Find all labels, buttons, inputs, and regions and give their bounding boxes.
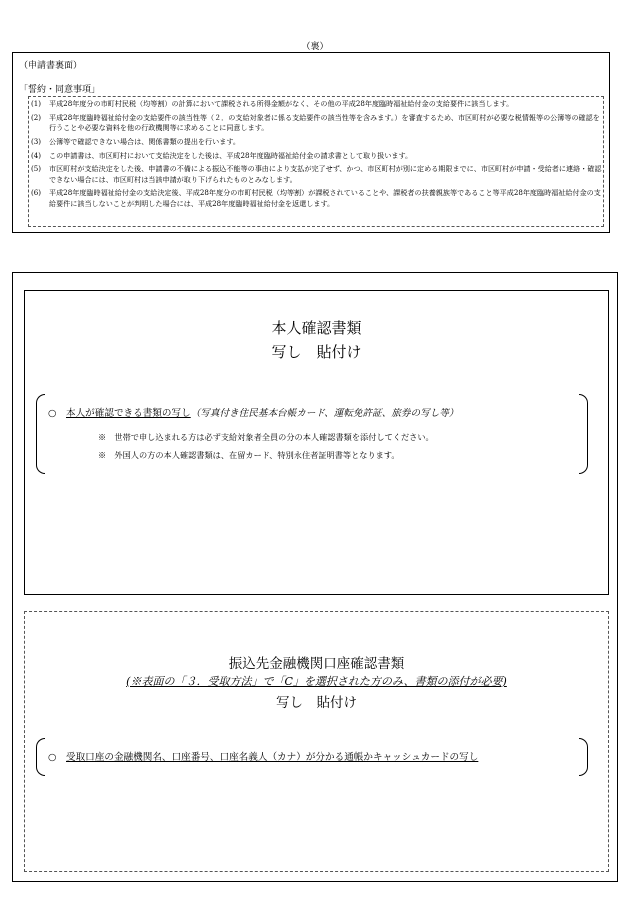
oath-item-text: 平成28年度臨時福祉給付金の支給決定後、平成28年度分の市町村民税（均等割）が課税されていることや、課税者の扶養親族等であること等平成28年度臨時福祉給付金の支給要件に該当しないことが判明した場合には、平成28年度臨時福祉給付金を返還します。 [49,188,601,208]
bullet-circle: ○ [48,752,57,763]
left-bracket [36,738,45,776]
bank-docs-paste-box [24,611,609,872]
bank-docs-paste-label: 写し 貼付け [276,695,357,711]
oath-item-text: 公簿等で確認できない場合は、関係書類の提出を行います。 [49,136,240,146]
oath-list [31,99,603,212]
id-docs-requirement [48,405,458,419]
note-text: 世帯で申し込まれる方は必ず支給対象者全員の分の本人確認書類を添付してください。 [114,432,434,442]
page-heading: （裏） [301,42,329,52]
bullet-circle: ○ [48,408,57,419]
oath-item-number: (5) [31,164,42,174]
id-docs-note-2 [98,450,400,461]
oath-item-number: (6) [31,188,42,198]
bank-docs-title: 振込先金融機関口座確認書類 [228,656,405,672]
id-docs-title-line1: 本人確認書類 [271,319,362,337]
oath-item-number: (2) [31,112,42,122]
id-docs-title [24,316,609,364]
bank-docs-subtitle-text: (※表面の「３．受取方法」で「C」を選択された方のみ、書類の添付が必要) [126,675,507,688]
id-docs-examples: （写真付き住民基本台帳カード、運転免許証、旅券の写し等） [190,408,459,419]
oath-item-text: 市区町村が支給決定をした後、申請書の不備による振込不能等の事由により支払が完了せず、かつ、市区町村が別に定める期限までに、市区町村が申請・受給者に連絡・確認できない場合には、市区町村は当該申請が取り下げられたものとみなします。 [49,164,602,184]
right-bracket [579,738,588,776]
oath-item-text: この申請書は、市区町村において支給決定をした後は、平成28年度臨時福祉給付金の請求書として取り扱います。 [49,150,413,160]
oath-item-number: (3) [31,136,42,146]
note-text: 外国人の方の本人確認書類は、在留カード、特別永住者証明書等となります。 [114,450,400,460]
note-mark: ※ [98,450,107,460]
oath-item-6 [31,188,603,209]
id-docs-main-text: 本人が確認できる書類の写し [66,408,191,419]
oath-item-5 [31,164,603,185]
id-docs-note-1 [98,432,434,443]
sheet-label: （申請書裏面） [19,61,83,71]
right-bracket [579,394,588,474]
left-bracket [36,394,45,474]
bank-docs-main-text: 受取口座の金融機関名、口座番号、口座名義人（カナ）が分かる通帳かキャッシュカードの写し [66,752,479,763]
bank-docs-requirement [48,749,478,763]
oath-item-text: 平成28年度臨時福祉給付金の支給要件の該当性等（２．の支給対象者に係る支給要件の該当性等を含みます。）を審査するため、市区町村が必要な税情報等の公簿等の確認を行うことや必要な資料を他の行政機関等に求めることに同意します。 [49,112,600,133]
note-mark: ※ [98,432,107,442]
oath-title: 「誓約・同意事項」 [19,85,101,95]
oath-item-4 [31,151,603,161]
bank-docs-subtitle [24,673,609,689]
oath-item-text: 平成28年度分の市町村民税（均等割）の計算において課税される所得金額がなく、その他の平成28年度臨時福祉給付金の支給要件に該当します。 [49,99,514,108]
oath-item-3 [31,137,603,147]
id-docs-title-line2: 写し 貼付け [271,343,362,361]
oath-item-number: (4) [31,150,42,160]
oath-item-number: (1) [31,99,42,108]
oath-item-1 [31,99,603,109]
oath-item-2 [31,113,603,134]
